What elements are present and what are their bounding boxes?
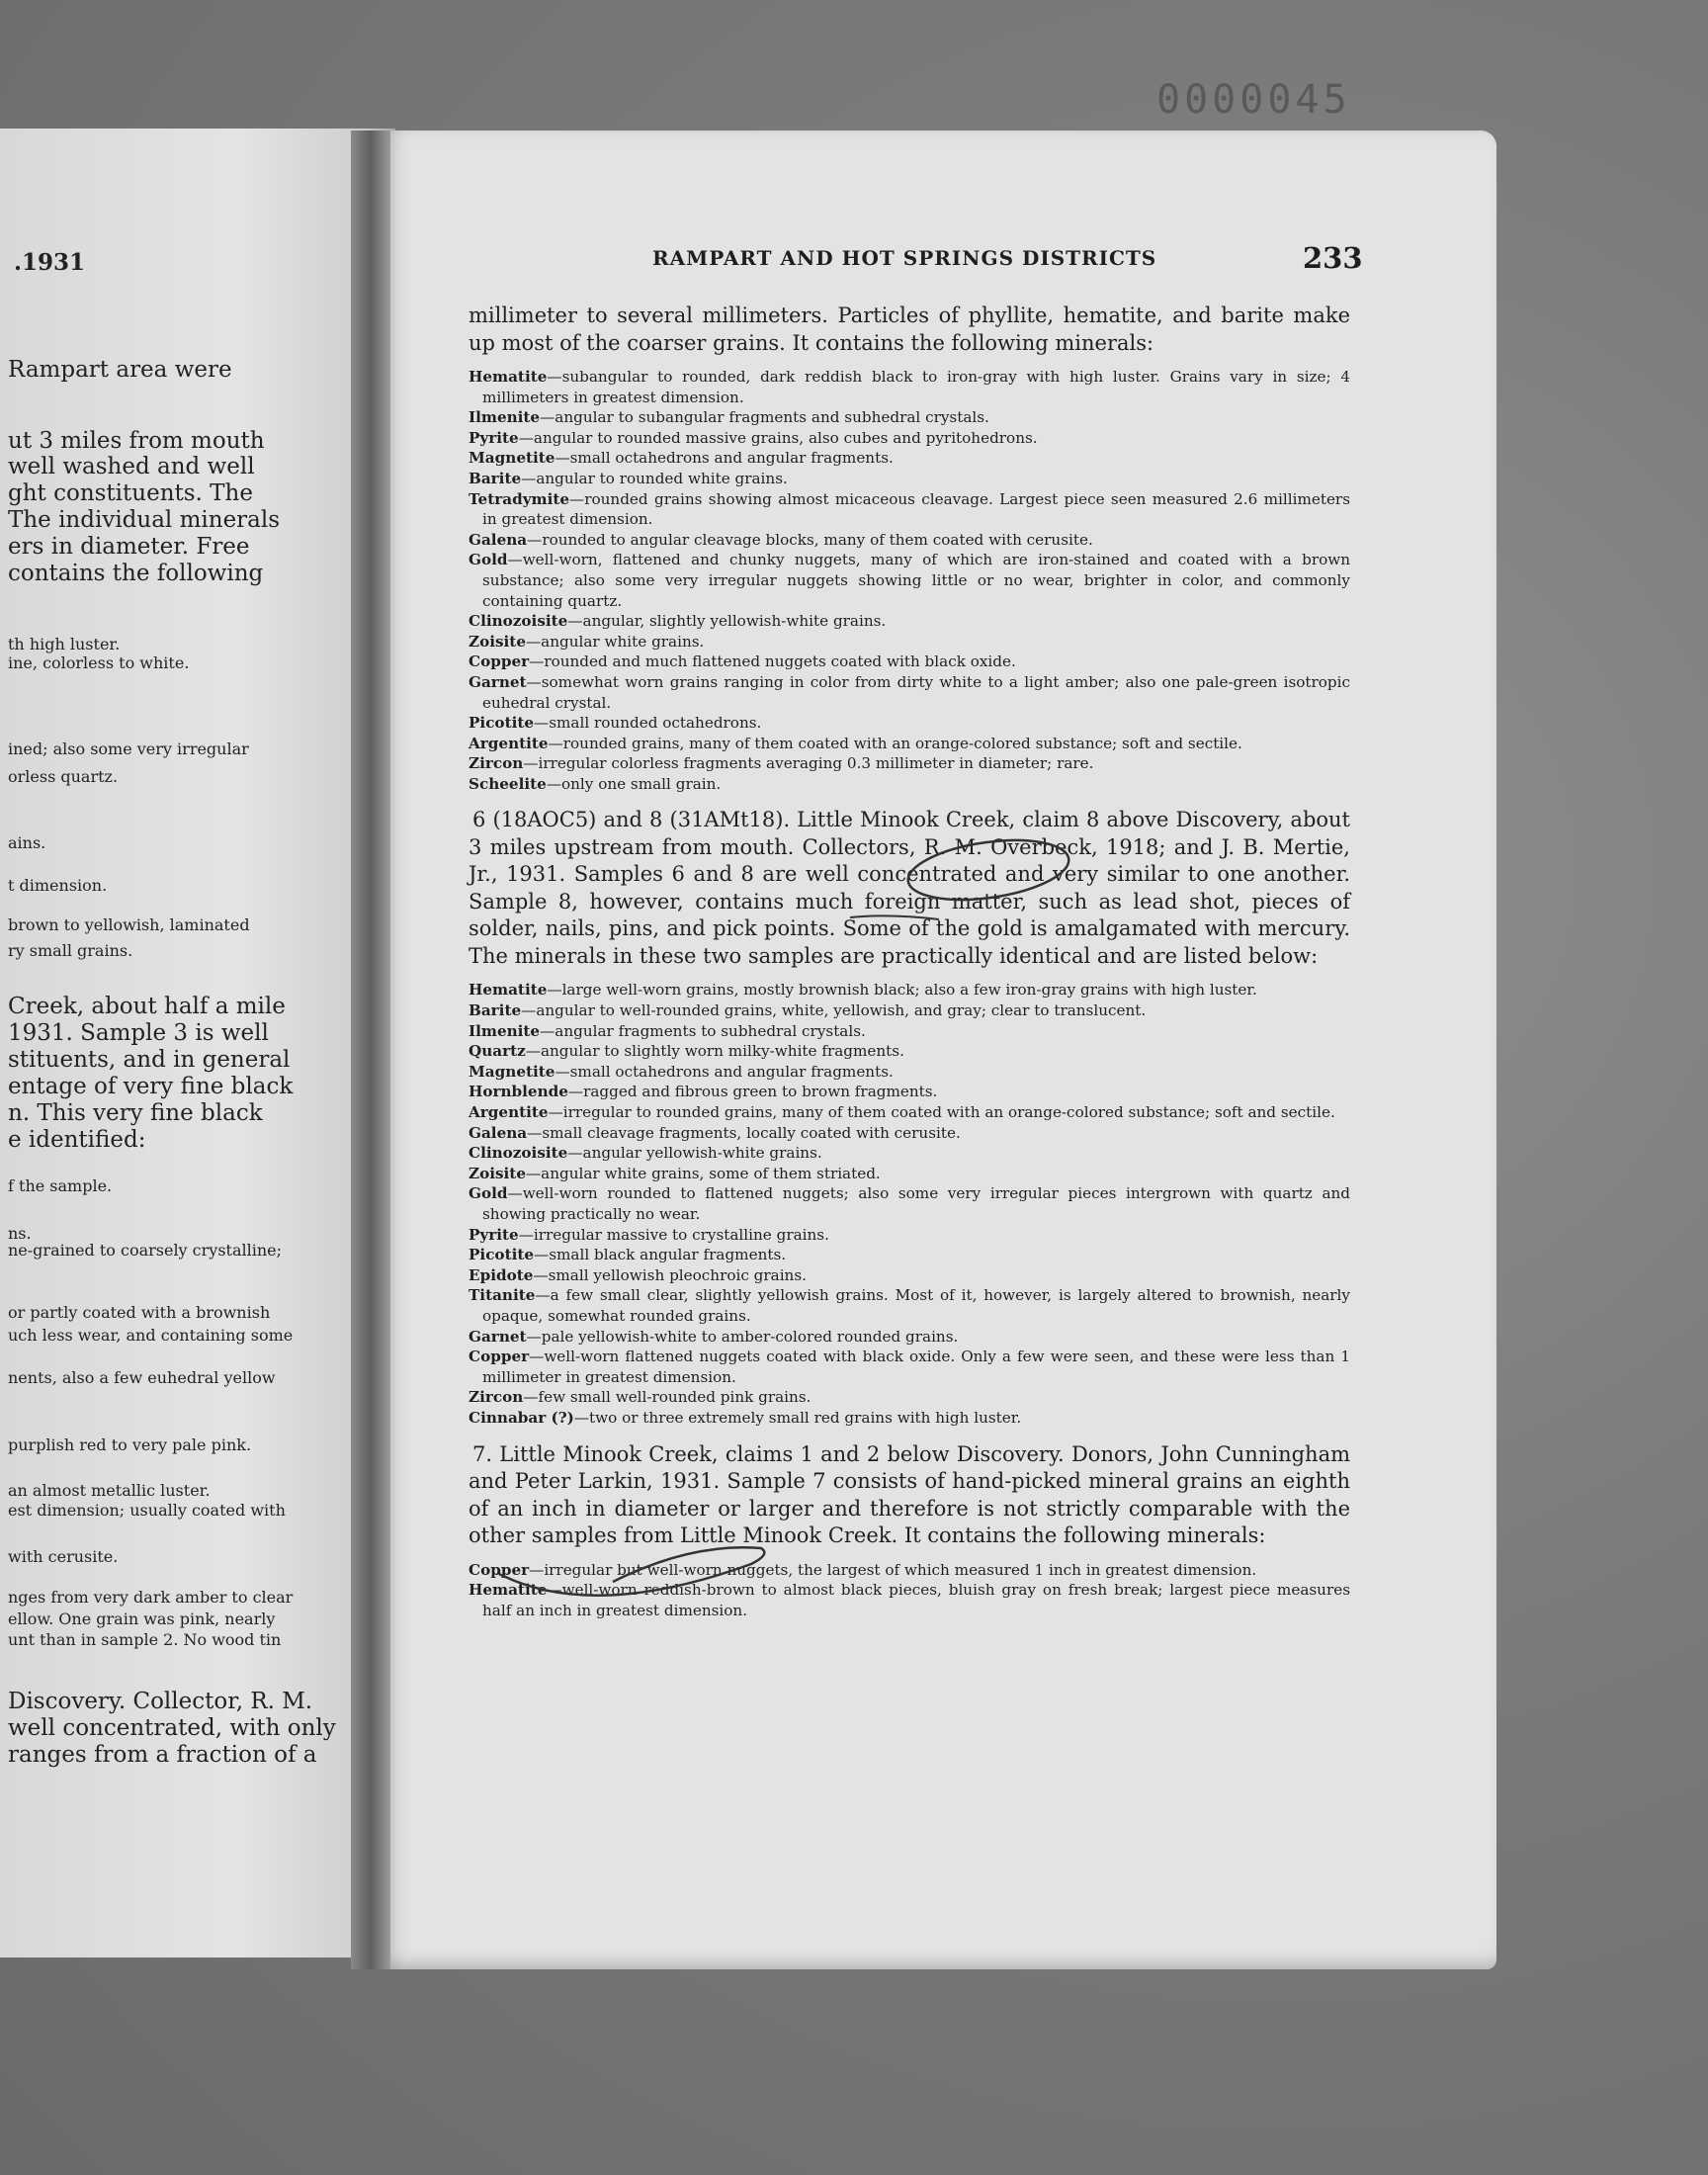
mineral-entry bbox=[469, 1580, 1350, 1620]
mineral-description: —subangular to rounded, dark reddish black to iron-gray with high luster. Grains vary in size; 4 millimeters in greatest dimension. bbox=[482, 368, 1350, 406]
mineral-entry bbox=[469, 611, 1350, 632]
mineral-entry bbox=[469, 1082, 1350, 1102]
mineral-entry bbox=[469, 530, 1350, 551]
sample-6-8-paragraph: 6 (18AOC5) and 8 (31AMt18). Little Minook Creek, claim 8 above Discovery, about 3 miles upstream from mouth. Collectors, R. M. Overbeck, 1918; and J. B. Mertie, Jr., 1931. Samples 6 and 8 are well concentrated and very similar to one another. Sample 8, however, contains much foreign matter, such as lead shot, pieces of solder, nails, pins, and pick points. Some of the gold is amalgamated with mercury. The minerals in these two samples are practically identical and are listed below: bbox=[469, 808, 1350, 968]
mineral-description: —small octahedrons and angular fragments. bbox=[555, 449, 894, 468]
mineral-description: —rounded grains, many of them coated with an orange-colored substance; soft and sectile. bbox=[548, 734, 1242, 752]
mineral-description: —a few small clear, slightly yellowish grains. Most of it, however, is largely altered to brownish, nearly opaque, somewhat rounded grains. bbox=[482, 1286, 1350, 1325]
mineral-entry bbox=[469, 672, 1350, 713]
page-content bbox=[469, 303, 1350, 1620]
mineral-description: —well-worn flattened nuggets coated with black oxide. Only a few were seen, and these were less than 1 millimeter in greatest dimension. bbox=[482, 1348, 1350, 1386]
mineral-name: Zircon bbox=[469, 754, 524, 773]
mineral-description: —well-worn, flattened and chunky nuggets, many of which are iron-stained and coated with a brown substance; also some very irregular nuggets showing little or no wear, brighter in color, and commonly containing quartz. bbox=[482, 551, 1350, 610]
mineral-description: —small rounded octahedrons. bbox=[534, 714, 762, 733]
mineral-description: —irregular massive to crystalline grains. bbox=[518, 1225, 829, 1244]
mineral-name: Gold bbox=[469, 1184, 508, 1203]
mineral-name: Pyrite bbox=[469, 428, 519, 447]
mineral-description: —small octahedrons and angular fragments. bbox=[555, 1062, 894, 1081]
left-page-fragment: ined; also some very irregular bbox=[8, 740, 249, 758]
mineral-entry bbox=[469, 1062, 1350, 1083]
mineral-entry bbox=[469, 407, 1350, 428]
mineral-entry bbox=[469, 1387, 1350, 1408]
mineral-entry bbox=[469, 1000, 1350, 1021]
left-page-fragment: well concentrated, with only bbox=[8, 1715, 336, 1741]
mineral-description: —well-worn rounded to flattened nuggets; also some very irregular pieces intergrown with quartz and showing practically no wear. bbox=[482, 1184, 1350, 1223]
mineral-entry bbox=[469, 1183, 1350, 1224]
mineral-entry bbox=[469, 753, 1350, 774]
mineral-name: Copper bbox=[469, 652, 530, 671]
running-head: RAMPART AND HOT SPRINGS DISTRICTS bbox=[652, 246, 1157, 270]
mineral-name: Argentite bbox=[469, 734, 549, 752]
mineral-description: —irregular but well-worn nuggets, the largest of which measured 1 inch in greatest dimension. bbox=[529, 1560, 1257, 1579]
mineral-name: Hematite bbox=[469, 1581, 548, 1600]
mineral-description: —small cleavage fragments, locally coated with cerusite. bbox=[527, 1123, 961, 1142]
left-page-fragment: ne-grained to coarsely crystalline; bbox=[8, 1241, 283, 1260]
mineral-description: —irregular colorless fragments averaging 0.3 millimeter in diameter; rare. bbox=[523, 754, 1094, 773]
mineral-name: Argentite bbox=[469, 1103, 549, 1122]
mineral-description: —irregular to rounded grains, many of them coated with an orange-colored substance; soft and sectile. bbox=[548, 1103, 1335, 1122]
left-page-fragment: nges from very dark amber to clear bbox=[8, 1588, 294, 1607]
sample-7-paragraph: 7. Little Minook Creek, claims 1 and 2 below Discovery. Donors, John Cunningham and Peter Larkin, 1931. Sample 7 consists of hand-picked mineral grains an eighth of an inch in diameter or larger and therefore is not strictly comparable with the other samples from Little Minook Creek. It contains the following minerals: bbox=[469, 1441, 1350, 1548]
left-page-fragment: uch less wear, and containing some bbox=[8, 1326, 294, 1345]
mineral-name: Picotite bbox=[469, 1246, 535, 1264]
left-page-fragment: Creek, about half a mile bbox=[8, 994, 286, 1019]
mineral-description: —angular fragments to subhedral crystals. bbox=[540, 1021, 866, 1040]
mineral-entry bbox=[469, 1164, 1350, 1184]
mineral-name: Zoisite bbox=[469, 632, 526, 651]
left-page-fragment: ranges from a fraction of a bbox=[8, 1742, 317, 1768]
mineral-entry bbox=[469, 1327, 1350, 1348]
intro-paragraph: millimeter to several millimeters. Particles of phyllite, hematite, and barite make up most of the coarser grains. It contains the following minerals: bbox=[469, 304, 1350, 355]
mineral-entry bbox=[469, 367, 1350, 407]
left-page-fragment: brown to yellowish, laminated bbox=[8, 915, 250, 934]
mineral-entry bbox=[469, 550, 1350, 611]
mineral-name: Copper bbox=[469, 1348, 530, 1366]
left-page-fragment: orless quartz. bbox=[8, 767, 119, 786]
mineral-entry bbox=[469, 1245, 1350, 1265]
mineral-name: Picotite bbox=[469, 714, 535, 733]
mineral-description: —angular to well-rounded grains, white, yellowish, and gray; clear to translucent. bbox=[521, 1001, 1147, 1020]
mineral-list-1 bbox=[469, 367, 1350, 794]
mineral-entry bbox=[469, 980, 1350, 1000]
left-page-fragment: e identified: bbox=[8, 1127, 146, 1153]
mineral-description: —rounded to angular cleavage blocks, many of them coated with cerusite. bbox=[527, 530, 1093, 549]
mineral-entry bbox=[469, 652, 1350, 672]
left-page-fragment: well washed and well bbox=[8, 454, 255, 479]
mineral-description: —small black angular fragments. bbox=[534, 1246, 787, 1264]
left-page-fragment: ellow. One grain was pink, nearly bbox=[8, 1610, 276, 1628]
mineral-name: Galena bbox=[469, 530, 528, 549]
mineral-entry bbox=[469, 1225, 1350, 1246]
mineral-name: Tetradymite bbox=[469, 489, 570, 508]
left-page-fragment: ns. bbox=[8, 1224, 32, 1243]
left-page-fragment: purplish red to very pale pink. bbox=[8, 1436, 252, 1454]
left-page-fragment: ut 3 miles from mouth bbox=[8, 428, 265, 454]
mineral-description: —ragged and fibrous green to brown fragments. bbox=[567, 1083, 938, 1101]
left-page-fragment: ers in diameter. Free bbox=[8, 534, 250, 560]
mineral-description: —two or three extremely small red grains with high luster. bbox=[573, 1408, 1022, 1427]
mineral-name: Ilmenite bbox=[469, 1021, 541, 1040]
mineral-name: Zoisite bbox=[469, 1164, 526, 1182]
mineral-name: Magnetite bbox=[469, 449, 555, 468]
mineral-description: —well-worn reddish-brown to almost black pieces, bluish gray on fresh break; largest piece measures half an inch in greatest dimension. bbox=[482, 1581, 1350, 1619]
mineral-list-2 bbox=[469, 980, 1350, 1428]
mineral-name: Hematite bbox=[469, 368, 548, 386]
mineral-entry bbox=[469, 469, 1350, 489]
mineral-name: Epidote bbox=[469, 1265, 534, 1284]
mineral-description: —angular white grains. bbox=[525, 632, 705, 651]
left-page-fragment: th high luster. bbox=[8, 635, 121, 653]
mineral-name: Titanite bbox=[469, 1286, 536, 1305]
mineral-name: Hematite bbox=[469, 981, 548, 1000]
left-page-fragment: an almost metallic luster. bbox=[8, 1481, 211, 1500]
mineral-entry bbox=[469, 1285, 1350, 1326]
mineral-description: —rounded and much flattened nuggets coated with black oxide. bbox=[529, 652, 1016, 671]
mineral-name: Garnet bbox=[469, 1327, 527, 1346]
left-page-fragment: ains. bbox=[8, 833, 46, 852]
mineral-entry bbox=[469, 1102, 1350, 1123]
mineral-name: Ilmenite bbox=[469, 408, 541, 427]
mineral-name: Cinnabar (?) bbox=[469, 1408, 574, 1427]
archive-stamp-number: 0000045 bbox=[1156, 77, 1351, 123]
mineral-name: Barite bbox=[469, 469, 522, 487]
mineral-name: Clinozoisite bbox=[469, 612, 568, 631]
mineral-entry bbox=[469, 428, 1350, 449]
mineral-description: —rounded grains showing almost micaceous cleavage. Largest piece seen measured 2.6 millimeters in greatest dimension. bbox=[482, 489, 1350, 529]
mineral-description: —angular to rounded white grains. bbox=[521, 469, 788, 487]
mineral-entry bbox=[469, 489, 1350, 530]
left-page-fragment: Discovery. Collector, R. M. bbox=[8, 1689, 313, 1714]
mineral-list-3 bbox=[469, 1560, 1350, 1621]
mineral-description: —angular to rounded massive grains, also cubes and pyritohedrons. bbox=[518, 428, 1038, 447]
left-page-fragment: nents, also a few euhedral yellow bbox=[8, 1368, 276, 1387]
mineral-description: —only one small grain. bbox=[546, 774, 722, 793]
mineral-entry bbox=[469, 632, 1350, 652]
left-page bbox=[0, 129, 395, 1958]
left-page-fragment: stituents, and in general bbox=[8, 1047, 291, 1073]
mineral-name: Magnetite bbox=[469, 1062, 555, 1081]
mineral-entry bbox=[469, 1041, 1350, 1062]
left-page-fragment: n. This very fine black bbox=[8, 1100, 263, 1126]
mineral-entry bbox=[469, 713, 1350, 734]
mineral-entry bbox=[469, 1560, 1350, 1581]
left-page-fragment: Rampart area were bbox=[8, 357, 232, 383]
mineral-name: Copper bbox=[469, 1560, 530, 1579]
left-page-fragment: 1931. Sample 3 is well bbox=[8, 1020, 269, 1046]
left-page-folio: .1931 bbox=[14, 249, 86, 276]
mineral-name: Zircon bbox=[469, 1388, 524, 1407]
left-page-fragment: ine, colorless to white. bbox=[8, 653, 190, 672]
mineral-entry bbox=[469, 1265, 1350, 1286]
mineral-entry bbox=[469, 1143, 1350, 1164]
mineral-description: —few small well-rounded pink grains. bbox=[523, 1388, 811, 1407]
mineral-name: Clinozoisite bbox=[469, 1144, 568, 1163]
mineral-description: —pale yellowish-white to amber-colored rounded grains. bbox=[526, 1327, 959, 1346]
mineral-entry bbox=[469, 448, 1350, 469]
mineral-description: —somewhat worn grains ranging in color from dirty white to a light amber; also one pale-green isotropic euhedral crystal. bbox=[482, 672, 1350, 712]
left-page-fragment: est dimension; usually coated with bbox=[8, 1501, 286, 1520]
mineral-entry bbox=[469, 774, 1350, 795]
mineral-name: Hornblende bbox=[469, 1083, 568, 1101]
left-page-fragment: or partly coated with a brownish bbox=[8, 1303, 271, 1322]
mineral-name: Garnet bbox=[469, 672, 527, 691]
mineral-name: Galena bbox=[469, 1123, 528, 1142]
left-page-fragment: f the sample. bbox=[8, 1176, 113, 1195]
mineral-entry bbox=[469, 1408, 1350, 1429]
book-gutter bbox=[351, 130, 390, 1969]
left-page-fragment: t dimension. bbox=[8, 876, 108, 895]
mineral-description: —angular, slightly yellowish-white grains. bbox=[567, 612, 887, 631]
left-page-fragment: The individual minerals bbox=[8, 507, 281, 533]
mineral-entry bbox=[469, 1347, 1350, 1387]
page-number: 233 bbox=[1303, 241, 1363, 275]
mineral-name: Scheelite bbox=[469, 774, 547, 793]
left-page-fragment: entage of very fine black bbox=[8, 1074, 294, 1099]
mineral-description: —angular to subangular fragments and subhedral crystals. bbox=[540, 408, 989, 427]
left-page-fragment: with cerusite. bbox=[8, 1547, 119, 1566]
mineral-name: Barite bbox=[469, 1001, 522, 1020]
left-page-fragment: contains the following bbox=[8, 561, 264, 586]
mineral-description: —large well-worn grains, mostly brownish black; also a few iron-gray grains with high luster. bbox=[547, 981, 1257, 1000]
mineral-description: —angular yellowish-white grains. bbox=[567, 1144, 822, 1163]
mineral-entry bbox=[469, 734, 1350, 754]
mineral-entry bbox=[469, 1123, 1350, 1144]
mineral-entry bbox=[469, 1021, 1350, 1042]
mineral-description: —small yellowish pleochroic grains. bbox=[533, 1265, 807, 1284]
left-page-fragment: unt than in sample 2. No wood tin bbox=[8, 1630, 282, 1649]
mineral-description: —angular white grains, some of them striated. bbox=[525, 1164, 881, 1182]
mineral-name: Gold bbox=[469, 551, 508, 569]
mineral-name: Quartz bbox=[469, 1042, 526, 1061]
left-page-fragment: ght constituents. The bbox=[8, 480, 253, 506]
left-page-fragment: ry small grains. bbox=[8, 941, 133, 960]
mineral-name: Pyrite bbox=[469, 1225, 519, 1244]
mineral-description: —angular to slightly worn milky-white fragments. bbox=[525, 1042, 904, 1061]
